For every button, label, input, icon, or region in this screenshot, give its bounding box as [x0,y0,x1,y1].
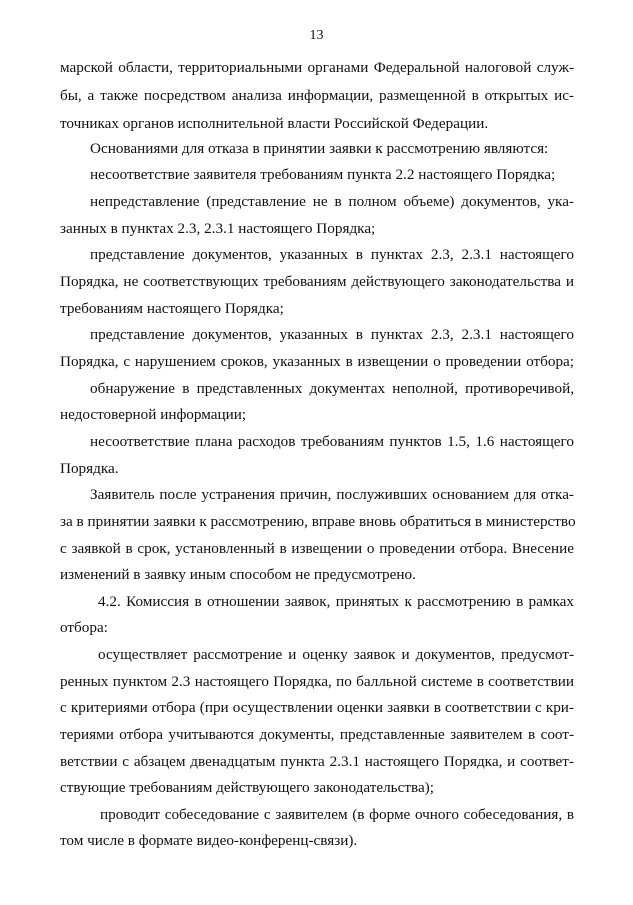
text-line: требованиям настоящего Порядка; [60,300,284,317]
text-line: за в принятии заявки к рассмотрению, вправе вновь обратиться в министерство [60,513,576,530]
text-line: 4.2. Комиссия в отношении заявок, принятых к рассмотрению в рамках [98,593,574,610]
text-line: обнаружение в представленных документах неполной, противоречивой, [90,380,574,397]
page-number: 13 [309,28,324,43]
text-line: с заявкой в срок, установленный в извещении о проведении отбора. Внесение [60,540,574,557]
text-line: бы, а также посредством анализа информации, размещенной в открытых ис- [60,87,574,104]
text-line: проводит собеседование с заявителем (в форме очного собеседования, в [100,806,574,823]
text-line: представление документов, указанных в пунктах 2.3, 2.3.1 настоящего [90,326,574,343]
text-line: Порядка, не соответствующих требованиям действующего законодательства и [60,273,574,290]
text-line: точниках органов исполнительной власти Российской Федерации. [60,115,489,132]
text-line: марской области, территориальными органами Федеральной налоговой служ- [60,59,574,76]
text-line: Основаниями для отказа в принятии заявки к рассмотрению являются: [90,140,549,157]
text-line: Заявитель после устранения причин, послуживших основанием для отка- [90,486,574,503]
text-line: ренных пунктом 2.3 настоящего Порядка, по балльной системе в соответствии [60,673,574,690]
text-line: осуществляет рассмотрение и оценку заявок и документов, предусмот- [98,646,574,663]
text-line: ветствии с абзацем двенадцатым пункта 2.3.1 настоящего Порядка, и соответ- [60,753,574,770]
text-line: изменений в заявку иным способом не предусмотрено. [60,566,416,583]
text-line: ствующие требованиям действующего законодательства); [60,779,434,796]
text-line: несоответствие заявителя требованиям пункта 2.2 настоящего Порядка; [90,166,556,183]
text-line: с критериями отбора (при осуществлении оценки заявки в соответствии с кри- [60,699,574,716]
text-line: непредставление (представление не в полном объеме) документов, ука- [90,193,574,210]
text-line: отбора: [60,619,108,636]
text-line: Порядка. [60,460,119,477]
text-line: занных в пунктах 2.3, 2.3.1 настоящего Порядка; [60,220,376,237]
text-line: том числе в формате видео-конференц-связи). [60,832,358,849]
text-line: представление документов, указанных в пунктах 2.3, 2.3.1 настоящего [90,246,574,263]
text-line: недостоверной информации; [60,406,247,423]
text-line: териями отбора учитываются документы, представленные заявителем в соот- [60,726,574,743]
text-line: Порядка, с нарушением сроков, указанных в извещении о проведении отбора; [60,353,574,370]
text-line: несоответствие плана расходов требованиям пунктов 1.5, 1.6 настоящего [90,433,574,450]
